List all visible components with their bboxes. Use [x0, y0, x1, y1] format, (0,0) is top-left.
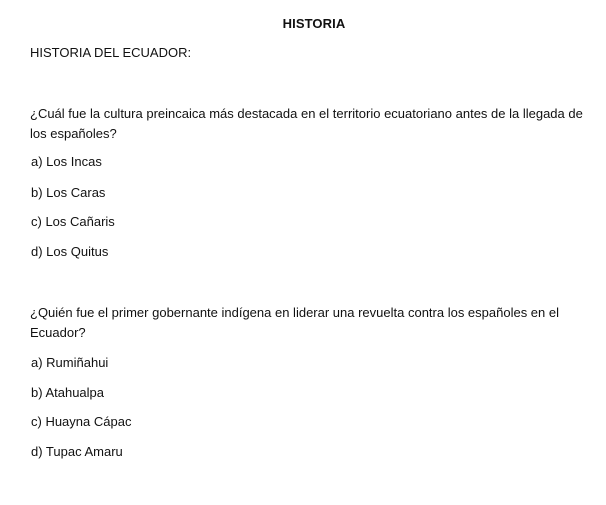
- question-2-option-c: c) Huayna Cápac: [31, 414, 132, 429]
- question-2-option-d: d) Tupac Amaru: [31, 444, 123, 459]
- question-1-option-b: b) Los Caras: [31, 185, 106, 200]
- question-2-option-b: b) Atahualpa: [31, 385, 105, 400]
- question-2-option-a: a) Rumiñahui: [31, 355, 109, 370]
- document-title: HISTORIA: [282, 16, 346, 31]
- question-1-text: ¿Cuál fue la cultura preincaica más destacada en el territorio ecuatoriano antes de la llegada de los españoles?: [30, 106, 583, 141]
- question-1-option-c: c) Los Cañaris: [31, 214, 115, 229]
- section-subtitle: HISTORIA DEL ECUADOR:: [30, 45, 192, 60]
- question-1-option-a: a) Los Incas: [31, 154, 102, 169]
- question-1-option-d: d) Los Quitus: [31, 244, 109, 259]
- question-2-text: ¿Quién fue el primer gobernante indígena en liderar una revuelta contra los españoles en el Ecuador?: [30, 305, 560, 340]
